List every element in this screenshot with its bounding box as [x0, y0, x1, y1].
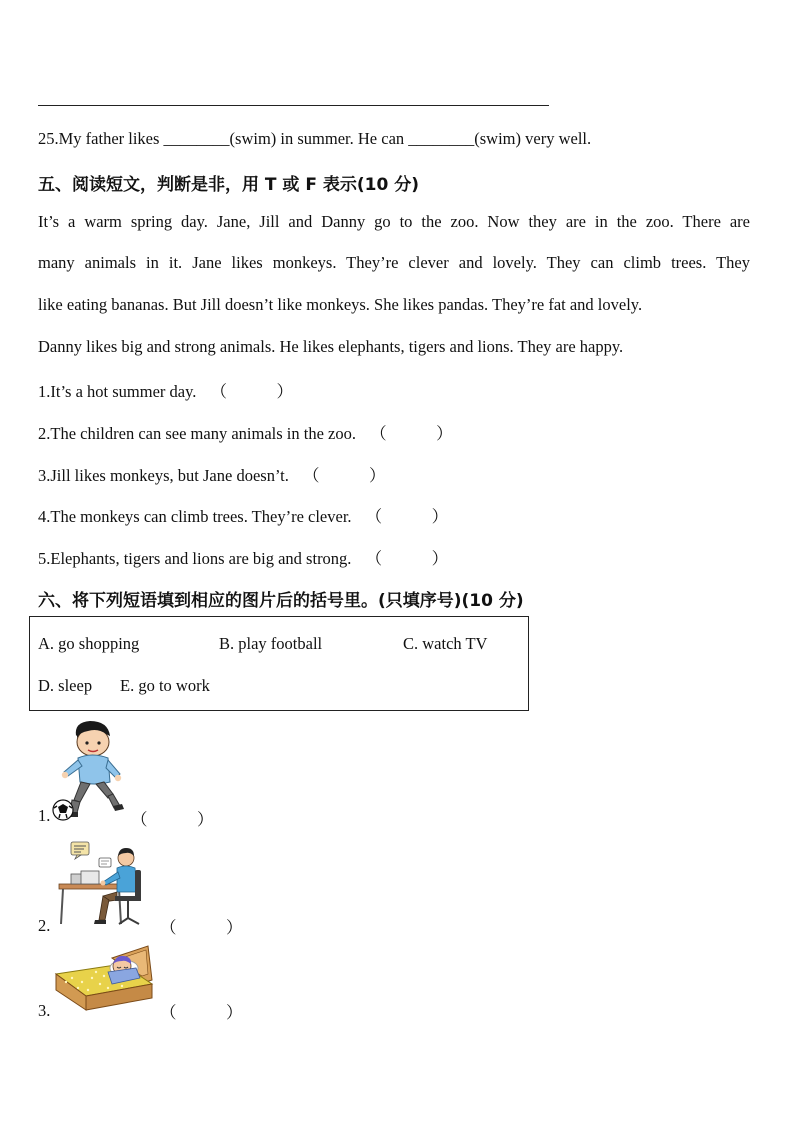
- tf-question-text: 3.Jill likes monkeys, but Jane doesn’t.: [38, 466, 289, 485]
- section-6-title: [38, 586, 524, 611]
- answer-blank[interactable]: （ ）: [365, 549, 449, 568]
- child-sleeping-in-bed-picture: [52, 944, 154, 1014]
- picture-item-1-blank[interactable]: （ ）: [131, 810, 214, 829]
- answer-line: [38, 105, 549, 106]
- item-number: 2.: [38, 916, 51, 935]
- section-6-title-text: 六、将下列短语填到相应的图片后的括号里。(只填序号)(10 分): [38, 591, 524, 611]
- option-a: A. go shopping: [38, 634, 140, 653]
- tf-question-4: [38, 503, 448, 527]
- option-e: E. go to work: [120, 676, 210, 695]
- section-5-title: [38, 170, 419, 195]
- passage-line-3: like eating bananas. But Jill doesn’t like monkeys. She likes pandas. They’re fat and lovely.: [38, 295, 643, 314]
- section-5-title-text: 五、阅读短文，判断是非，用 T 或 F 表示(10 分): [38, 175, 419, 195]
- option-c: C. watch TV: [403, 634, 488, 653]
- picture-item-1: [38, 806, 50, 826]
- answer-blank[interactable]: （ ）: [370, 424, 453, 443]
- question-25: 25.My father likes ________(swim) in summer. He can ________(swim) very well.: [38, 129, 592, 148]
- tf-question-3: [38, 462, 385, 486]
- answer-blank[interactable]: （ ）: [365, 507, 449, 526]
- man-working-at-desk-picture: [55, 840, 149, 928]
- answer-blank[interactable]: （ ）: [210, 382, 294, 401]
- tf-question-1: [38, 378, 293, 402]
- picture-item-3-blank[interactable]: （ ）: [160, 1003, 243, 1022]
- tf-question-text: 4.The monkeys can climb trees. They’re clever.: [38, 507, 352, 526]
- tf-question-5: [38, 545, 448, 569]
- passage-line-1: It’s a warm spring day. Jane, Jill and Danny go to the zoo. Now they are in the zoo. There are: [38, 212, 750, 231]
- answer-blank[interactable]: （ ）: [302, 466, 386, 485]
- tf-question-text: 1.It’s a hot summer day.: [38, 382, 197, 401]
- picture-item-2-blank[interactable]: （ ）: [160, 918, 243, 937]
- item-number: 1.: [38, 806, 51, 825]
- option-d: D. sleep: [38, 676, 93, 695]
- picture-item-3: [38, 1001, 50, 1021]
- option-b: B. play football: [219, 634, 323, 653]
- picture-item-2: [38, 916, 50, 936]
- tf-question-text: 2.The children can see many animals in the zoo.: [38, 424, 356, 443]
- phrase-options-box: [29, 616, 529, 711]
- item-number: 3.: [38, 1001, 51, 1020]
- passage-line-4: Danny likes big and strong animals. He likes elephants, tigers and lions. They are happy.: [38, 337, 624, 356]
- tf-question-text: 5.Elephants, tigers and lions are big and strong.: [38, 549, 352, 568]
- boy-playing-football-picture: [50, 718, 130, 824]
- tf-question-2: [38, 420, 453, 444]
- passage-line-2: many animals in it. Jane likes monkeys. They’re clever and lovely. They can climb trees. They: [38, 253, 750, 272]
